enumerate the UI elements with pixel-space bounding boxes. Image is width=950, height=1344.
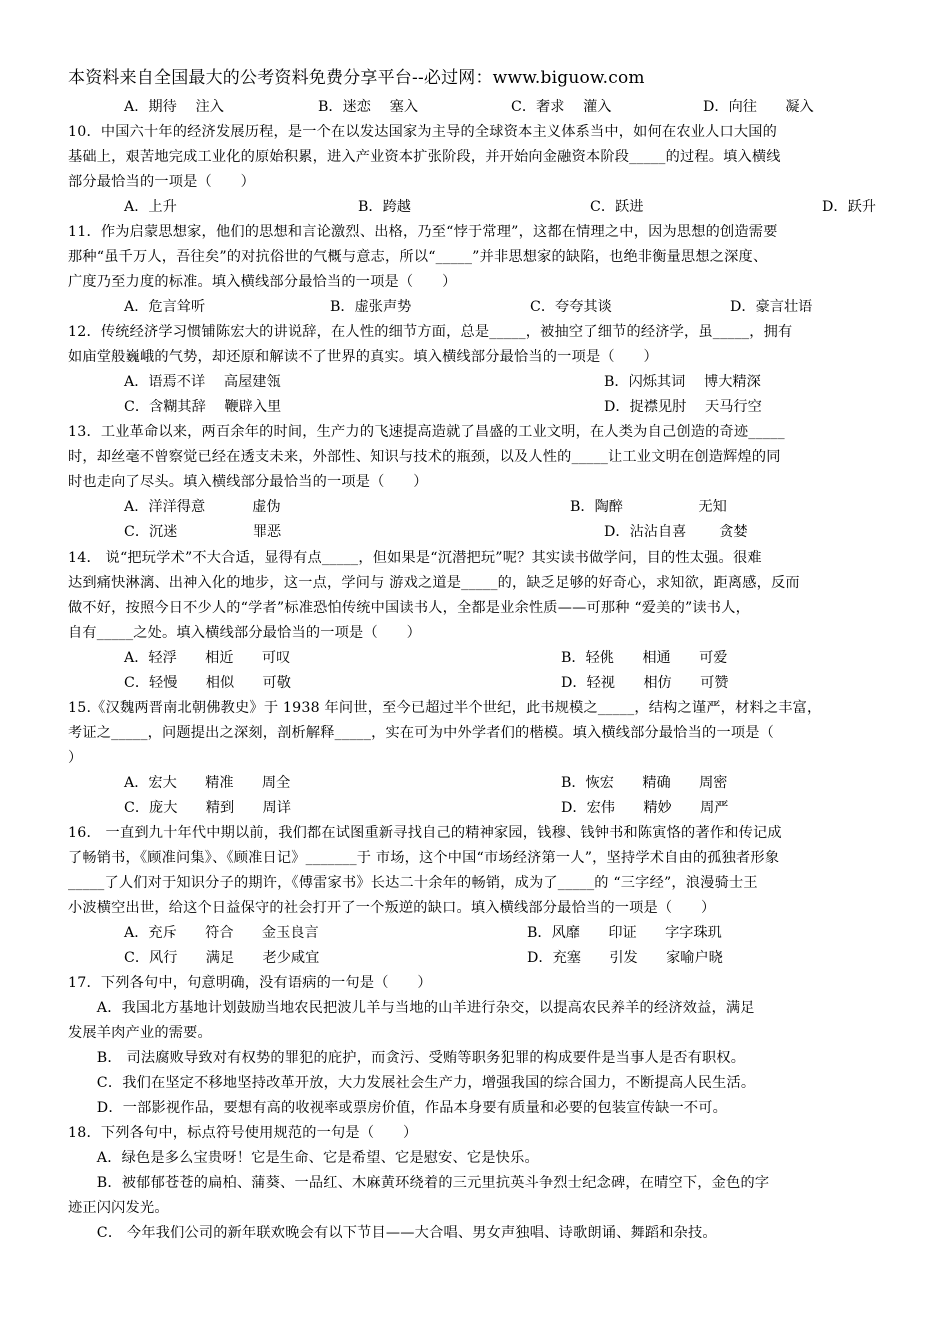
question-line: A．我国北方基地计划鼓励当地农民把波儿羊与当地的山羊进行杂交，以提高农民养羊的经济效益，满足 — [68, 1000, 755, 1016]
question-line: 了畅销书，《顾准问集》、《顾准日记》_______于 市场，这个中国“市场经济第一人”，坚持学术自由的孤独者形象 — [68, 850, 780, 866]
question-line: 13．工业革命以来，两百余年的时间，生产力的飞速提高造就了昌盛的工业文明，在人类为自己创造的奇迹_____ — [68, 424, 785, 440]
question-line: 基础上，艰苦地完成工业化的原始积累，进入产业资本扩张阶段，并开始向金融资本阶段_____的过程。填入横线 — [68, 149, 781, 165]
q12-option-b: B．闪烁其词 博大精深 — [604, 374, 761, 390]
q11-option-c: C．夸夸其谈 — [530, 299, 612, 315]
q16-option-c: C．风行 满足 老少咸宜 — [124, 950, 320, 966]
page-header: 本资料来自全国最大的公考资料免费分享平台--必过网：www.biguow.com — [68, 68, 645, 88]
q10-option-d: D．跃升 — [822, 199, 876, 215]
q14-option-d: D．轻视 相仿 可赞 — [561, 675, 729, 691]
q16-option-d: D．充塞 引发 家喻户晓 — [527, 950, 723, 966]
q13-option-d: D．沾沾自喜 贪婪 — [604, 524, 748, 540]
q10-option-a: A．上升 — [124, 199, 177, 215]
question-line: 部分最恰当的一项是（ ） — [68, 174, 256, 190]
q9-option-d: D．向往 凝入 — [703, 99, 814, 115]
q15-option-b: B．恢宏 精确 周密 — [561, 775, 728, 791]
question-line: _____了人们对于知识分子的期许，《傅雷家书》长达二十余年的畅销，成为了_____的 “三字经”，浪漫骑士王 — [68, 875, 758, 891]
question-line: 16． 一直到九十年代中期以前，我们都在试图重新寻找自己的精神家园，钱穆、钱钟书和陈寅恪的著作和传记成 — [68, 825, 782, 841]
q14-option-a: A．轻浮 相近 可叹 — [124, 650, 291, 666]
q11-option-d: D．豪言壮语 — [730, 299, 813, 315]
question-line: 考证之_____，问题提出之深刻，剖析解释_____，实在可为中外学者们的楷模。填入横线部分最恰当的一项是（ — [68, 725, 774, 741]
question-line: B． 司法腐败导致对有权势的罪犯的庇护，而贪污、受贿等职务犯罪的构成要件是当事人是否有职权。 — [68, 1050, 746, 1066]
question-line: 那种“虽千万人，吾往矣”的对抗俗世的气概与意志，所以“_____”并非思想家的缺陷，也绝非衡量思想之深度、 — [68, 249, 768, 265]
question-line: 10．中国六十年的经济发展历程，是一个在以发达国家为主导的全球资本主义体系当中，如何在农业人口大国的 — [68, 124, 778, 140]
q13-option-a: A．洋洋得意 虚伪 — [124, 499, 281, 515]
question-line: 做不好，按照今日不少人的“学者”标准恐怕传统中国读书人，全都是业余性质——可那种 “爱美的”读书人， — [68, 600, 750, 616]
q16-option-b: B．风靡 印证 字字珠玑 — [527, 925, 722, 941]
q10-option-b: B．跨越 — [358, 199, 411, 215]
question-line: C．我们在坚定不移地坚持改革开放，大力发展社会生产力，增强我国的综合国力，不断提高人民生活。 — [68, 1075, 756, 1091]
q14-option-b: B．轻佻 相通 可爱 — [561, 650, 728, 666]
question-line: 15.《汉魏两晋南北朝佛教史》于 1938 年问世，至今已超过半个世纪，此书规模之_____，结构之谨严，材料之丰富， — [68, 700, 822, 716]
q9-option-c: C．奢求 灌入 — [511, 99, 612, 115]
question-line: 自有_____之处。填入横线部分最恰当的一项是（ ） — [68, 625, 421, 641]
question-line: 12．传统经济学习惯铺陈宏大的讲说辞，在人性的细节方面，总是_____，被抽空了细节的经济学，虽_____，拥有 — [68, 324, 793, 340]
q12-option-d: D．捉襟见肘 天马行空 — [604, 399, 762, 415]
question-line: 时，却丝毫不曾察觉已经在透支未来，外部性、知识与技术的瓶颈，以及人性的_____让工业文明在创造辉煌的同 — [68, 449, 781, 465]
question-line: ） — [68, 750, 83, 766]
question-line: 迹正闪闪发光。 — [68, 1200, 169, 1216]
q11-option-a: A．危言耸听 — [124, 299, 206, 315]
q15-option-c: C．庞大 精到 周详 — [124, 800, 291, 816]
question-line: 18．下列各句中，标点符号使用规范的一句是（ ） — [68, 1125, 418, 1141]
q12-option-a: A．语焉不详 高屋建瓴 — [124, 374, 281, 390]
question-line: 11．作为启蒙思想家，他们的思想和言论激烈、出格，乃至“悖于常理”，这都在情理之中，因为思想的创造需要 — [68, 224, 778, 240]
q11-option-b: B．虚张声势 — [330, 299, 412, 315]
question-line: 时也走向了尽头。填入横线部分最恰当的一项是（ ） — [68, 474, 428, 490]
q15-option-d: D．宏伟 精妙 周严 — [561, 800, 729, 816]
q16-option-a: A．充斥 符合 金玉良言 — [124, 925, 319, 941]
q13-option-b: B．陶醉 无知 — [570, 499, 727, 515]
question-line: 小波横空出世，给这个日益保守的社会打开了一个叛逆的缺口。填入横线部分最恰当的一项是（ ） — [68, 900, 716, 916]
question-line: 达到痛快淋漓、出神入化的地步，这一点，学问与 游戏之道是_____的，缺乏足够的好奇心，求知欲，距离感，反而 — [68, 575, 800, 591]
q14-option-c: C．轻慢 相似 可敬 — [124, 675, 291, 691]
q12-option-c: C．含糊其辞 鞭辟入里 — [124, 399, 282, 415]
question-line: C． 今年我们公司的新年联欢晚会有以下节目——大合唱、男女声独唱、诗歌朗诵、舞蹈和杂技。 — [68, 1225, 717, 1241]
question-line: 17．下列各句中，句意明确，没有语病的一句是（ ） — [68, 975, 432, 991]
question-line: B．被郁郁苍苍的扁柏、蒲葵、一品红、木麻黄环绕着的三元里抗英斗争烈士纪念碑，在晴空下，金色的字 — [68, 1175, 770, 1191]
question-line: 广度乃至力度的标准。填入横线部分最恰当的一项是（ ） — [68, 274, 457, 290]
question-line: 发展羊肉产业的需要。 — [68, 1025, 212, 1041]
q9-option-a: A．期待 注入 — [124, 99, 224, 115]
q10-option-c: C．跃进 — [590, 199, 644, 215]
question-line: A．绿色是多么宝贵呀！它是生命、它是希望、它是慰安、它是快乐。 — [68, 1150, 539, 1166]
question-line: 如庙堂般巍峨的气势，却还原和解读不了世界的真实。填入横线部分最恰当的一项是（ ） — [68, 349, 658, 365]
q9-option-b: B．迷恋 塞入 — [318, 99, 419, 115]
q13-option-c: C．沉迷 罪恶 — [124, 524, 282, 540]
q15-option-a: A．宏大 精准 周全 — [124, 775, 291, 791]
question-line: D．一部影视作品，要想有高的收视率或票房价值，作品本身要有质量和必要的包装宣传缺一不可。 — [68, 1100, 728, 1116]
question-line: 14． 说“把玩学术”不大合适，显得有点_____，但如果是“沉潜把玩”呢？其实读书做学问，目的性太强。很难 — [68, 550, 762, 566]
